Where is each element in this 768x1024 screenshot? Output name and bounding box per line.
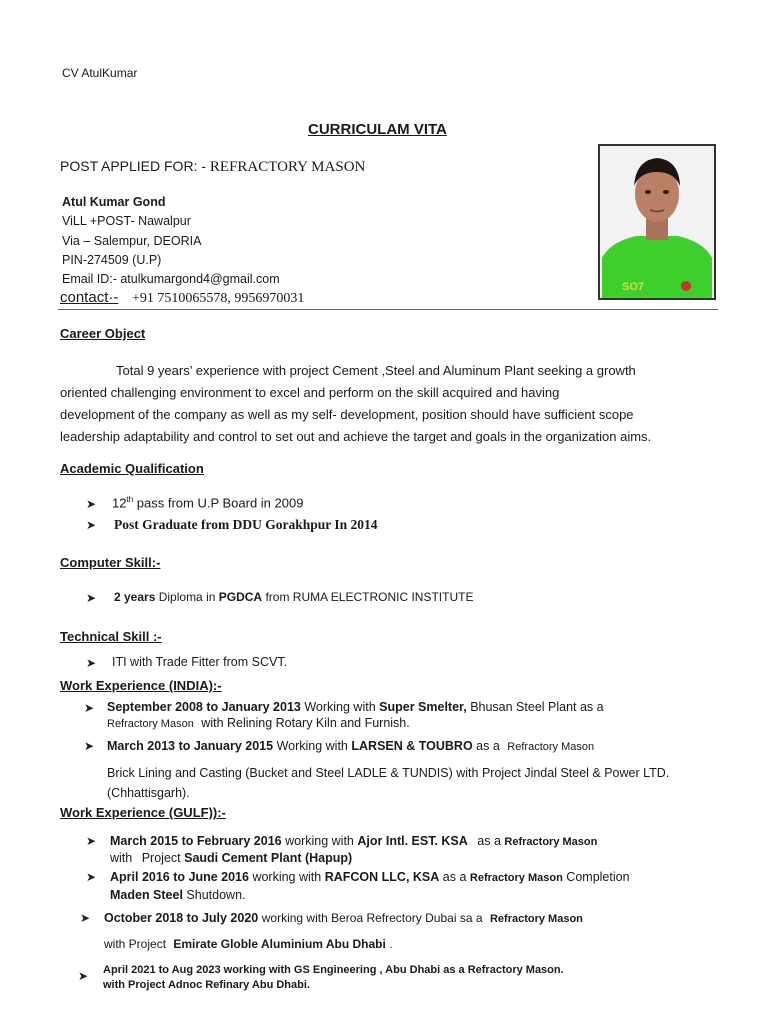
applicant-name: Atul Kumar Gond bbox=[62, 195, 166, 209]
gulf-exp-1-company: Ajor Intl. EST. KSA bbox=[357, 834, 468, 848]
gulf-heading: Work Experience (GULF)):- bbox=[60, 805, 226, 820]
gulf-exp-2-line-1 bbox=[110, 870, 630, 884]
jersey-text: SO7 bbox=[622, 281, 645, 293]
address-line-1: ViLL +POST- Nawalpur bbox=[62, 214, 191, 228]
gulf-exp-2-as: as a bbox=[442, 870, 467, 884]
arrow-bullet-icon: ➤ bbox=[86, 591, 97, 605]
gulf-exp-3-line-2 bbox=[104, 937, 393, 951]
india-exp-2-period: March 2013 to January 2015 bbox=[107, 739, 274, 753]
gulf-exp-1-mid: working with bbox=[285, 834, 354, 848]
arrow-bullet-icon: ➤ bbox=[80, 911, 91, 925]
gulf-exp-3-period: October 2018 to July 2020 bbox=[104, 911, 259, 925]
arrow-bullet-icon: ➤ bbox=[78, 969, 89, 983]
india-exp-2-as: as a bbox=[476, 739, 500, 753]
computer-text-2: from RUMA ELECTRONIC INSTITUTE bbox=[265, 590, 474, 604]
india-exp-2-line-1 bbox=[107, 739, 594, 753]
india-exp-1-line-1 bbox=[107, 700, 604, 714]
arrow-bullet-icon: ➤ bbox=[86, 834, 97, 848]
computer-item bbox=[114, 590, 473, 604]
academic-item-1-number: 12 bbox=[112, 495, 127, 511]
email: Email ID:- atulkumargond4@gmail.com bbox=[62, 272, 280, 286]
india-exp-1-line-2 bbox=[107, 716, 410, 730]
address-line-2: Via – Salempur, DEORIA bbox=[62, 234, 202, 248]
person-portrait-icon bbox=[600, 146, 714, 298]
gulf-exp-4-line-2: with Project Adnoc Refinary Abu Dhabi. bbox=[103, 979, 310, 991]
technical-item: ITI with Trade Fitter from SCVT. bbox=[112, 655, 288, 669]
computer-duration: 2 years bbox=[114, 590, 156, 604]
computer-course: PGDCA bbox=[218, 590, 263, 604]
india-exp-2-role: Refractory Mason bbox=[507, 741, 595, 753]
gulf-exp-2-period: April 2016 to June 2016 bbox=[110, 870, 249, 884]
india-exp-2-line-2: Brick Lining and Casting (Bucket and Steel LADLE & TUNDIS) with Project Jindal Steel & Power LTD. bbox=[107, 766, 670, 780]
post-applied bbox=[60, 158, 365, 176]
cv-label: CV AtulKumar bbox=[62, 66, 138, 80]
career-line: development of the company as well as my self- development, position should have sufficient scope bbox=[60, 407, 634, 422]
academic-item-1 bbox=[112, 495, 303, 510]
gulf-exp-1-line-1 bbox=[110, 834, 597, 848]
gulf-exp-1-period: March 2015 to February 2016 bbox=[110, 834, 282, 848]
arrow-bullet-icon: ➤ bbox=[84, 701, 95, 715]
india-exp-1-mid: Working with bbox=[304, 700, 376, 714]
gulf-exp-1-with: with bbox=[110, 851, 133, 865]
arrow-bullet-icon: ➤ bbox=[86, 518, 97, 532]
gulf-exp-2-company: RAFCON LLC, KSA bbox=[324, 870, 440, 884]
gulf-exp-3-with: with Project bbox=[104, 937, 167, 951]
arrow-bullet-icon: ➤ bbox=[86, 656, 97, 670]
academic-item-1-text: pass from U.P Board in 2009 bbox=[136, 495, 304, 511]
gulf-exp-2-line-2 bbox=[110, 888, 246, 902]
pin-code: PIN-274509 (U.P) bbox=[62, 253, 162, 267]
india-exp-1-company: Super Smelter, bbox=[379, 700, 467, 714]
india-exp-1-period: September 2008 to January 2013 bbox=[107, 700, 301, 714]
gulf-exp-2-site: Maden Steel bbox=[110, 888, 183, 902]
career-line: Total 9 years’ experience with project Cement ,Steel and Aluminum Plant seeking a growth bbox=[116, 363, 636, 378]
academic-item-1-sup: th bbox=[126, 495, 134, 504]
gulf-exp-1-role: Refractory Mason bbox=[504, 836, 598, 848]
technical-heading: Technical Skill :- bbox=[60, 629, 162, 644]
india-heading: Work Experience (INDIA):- bbox=[60, 678, 222, 693]
india-exp-2-line-3: (Chhattisgarh). bbox=[107, 786, 190, 800]
post-value: REFRACTORY MASON bbox=[209, 159, 366, 175]
india-exp-2-mid: Working with bbox=[276, 739, 348, 753]
arrow-bullet-icon: ➤ bbox=[86, 497, 97, 511]
contact-value: +91 7510065578, 9956970031 bbox=[131, 291, 305, 306]
computer-text-1: Diploma in bbox=[158, 590, 216, 604]
contact bbox=[60, 289, 304, 307]
india-exp-2-company: LARSEN & TOUBRO bbox=[351, 739, 473, 753]
document-title: CURRICULAM VITA bbox=[308, 121, 447, 138]
gulf-exp-1-project: Saudi Cement Plant (Hapup) bbox=[184, 851, 353, 865]
profile-photo bbox=[598, 144, 716, 300]
career-line: leadership adaptability and control to set out and achieve the target and goals in the organization aims. bbox=[60, 429, 652, 444]
gulf-exp-3-line-1 bbox=[104, 911, 583, 925]
academic-heading: Academic Qualification bbox=[60, 461, 204, 476]
career-line: oriented challenging environment to excel and perform on the skill acquired and having bbox=[60, 385, 560, 400]
academic-item-2: Post Graduate from DDU Gorakhpur In 2014 bbox=[114, 517, 378, 532]
gulf-exp-2-mid: working with bbox=[252, 870, 322, 884]
gulf-exp-3-dot: . bbox=[389, 937, 393, 951]
gulf-exp-1-as: as a bbox=[477, 834, 501, 848]
gulf-exp-2-role: Refractory Mason bbox=[469, 872, 563, 884]
arrow-bullet-icon: ➤ bbox=[86, 870, 97, 884]
contact-label: contact·- bbox=[60, 289, 119, 306]
india-exp-1-rest: Bhusan Steel Plant as a bbox=[470, 700, 604, 714]
header-divider bbox=[58, 309, 718, 310]
gulf-exp-3-project: Emirate Globle Aluminium Abu Dhabi bbox=[173, 937, 386, 951]
gulf-exp-3-mid: working with Beroa Refrectory Dubai sa a bbox=[261, 911, 483, 925]
gulf-exp-1-line-2 bbox=[110, 851, 352, 865]
computer-heading: Computer Skill:- bbox=[60, 555, 161, 570]
india-exp-1-role: Refractory Mason bbox=[107, 718, 194, 730]
career-heading: Career Object bbox=[60, 326, 146, 341]
india-exp-1-detail: with Relining Rotary Kiln and Furnish. bbox=[201, 716, 410, 730]
arrow-bullet-icon: ➤ bbox=[84, 739, 95, 753]
career-paragraph bbox=[60, 360, 710, 448]
gulf-exp-4-line-1: April 2021 to Aug 2023 working with GS Engineering , Abu Dhabi as a Refractory Mason. bbox=[103, 964, 564, 976]
gulf-exp-1-project-label: Project bbox=[141, 851, 181, 865]
post-label: POST APPLIED FOR: - bbox=[60, 158, 207, 174]
gulf-exp-2-tail: Completion bbox=[566, 870, 630, 884]
gulf-exp-3-role: Refractory Mason bbox=[489, 913, 583, 925]
gulf-exp-2-shutdown: Shutdown. bbox=[186, 888, 246, 902]
